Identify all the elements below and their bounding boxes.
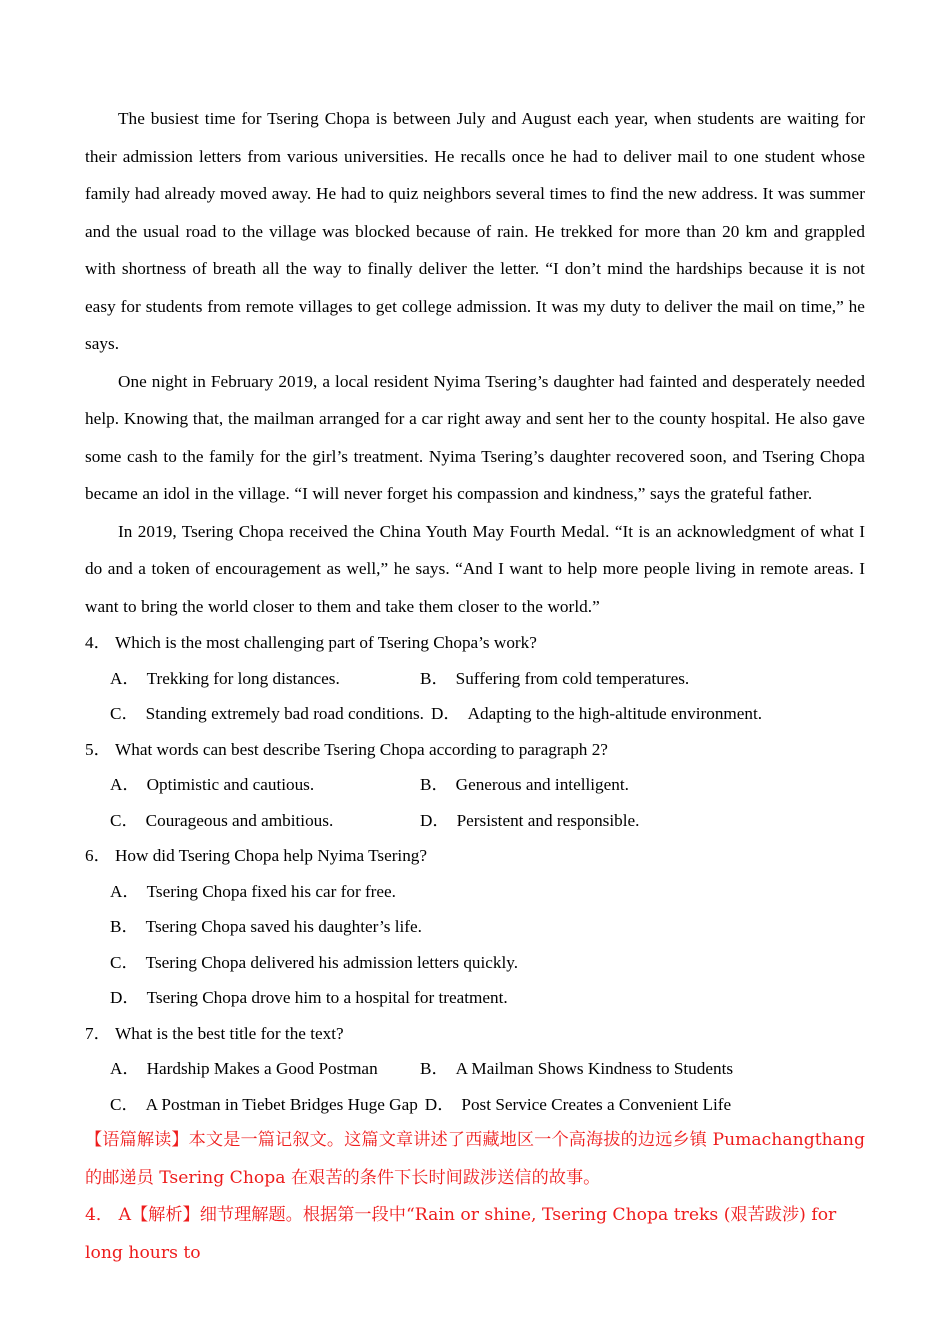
- option-text-4-a: Trekking for long distances.: [146, 668, 340, 688]
- option-text-6-b: Tsering Chopa saved his daughter’s life.: [145, 917, 422, 936]
- option-letter-4-a: A．: [110, 668, 140, 688]
- option-row-6-a: [85, 874, 865, 910]
- option-6-c[interactable]: [110, 945, 518, 981]
- option-6-a[interactable]: [110, 874, 396, 910]
- option-row-4-ab: [85, 661, 865, 697]
- question-block-4: [85, 625, 865, 732]
- option-7-d[interactable]: [425, 1087, 731, 1123]
- question-text-4: Which is the most challenging part of Tsering Chopa’s work?: [115, 633, 537, 652]
- option-text-4-d: Adapting to the high-altitude environment.: [467, 704, 763, 723]
- passage-paragraph-2: One night in February 2019, a local resident Nyima Tsering’s daughter had fainted and desperately needed help. Knowing that, the mailman arranged for a car right away and sent her to the county hospital. He also gave some cash to the family for the girl’s treatment. Nyima Tsering’s daughter recovered soon, and Tsering Chopa became an idol in the village. “I will never forget his compassion and kindness,” says the grateful father.: [85, 371, 865, 503]
- question-number-6: 6．: [85, 846, 111, 865]
- option-row-6-b: [85, 909, 865, 945]
- option-text-5-a: Optimistic and cautious.: [146, 775, 315, 794]
- question-number-7: 7．: [85, 1023, 111, 1043]
- option-letter-7-c: C．: [110, 1094, 139, 1114]
- option-4-a[interactable]: [110, 661, 420, 697]
- option-5-b[interactable]: [420, 767, 629, 803]
- passage-paragraph-3: In 2019, Tsering Chopa received the China Youth May Fourth Medal. “It is an acknowledgment of what I do and a token of encouragement as well,” he says. “And I want to help more people living in remote areas. I want to bring the world closer to them and take them closer to the world.”: [85, 521, 865, 616]
- option-6-b[interactable]: [110, 909, 422, 945]
- option-letter-4-d: D．: [430, 704, 461, 723]
- option-row-7-cd: [85, 1087, 865, 1123]
- option-text-4-b: Suffering from cold temperatures.: [455, 668, 690, 688]
- question-block-5: [85, 732, 865, 839]
- question-stem-5: [85, 732, 865, 768]
- option-letter-6-d: D．: [110, 988, 140, 1007]
- question-text-7: What is the best title for the text?: [115, 1023, 344, 1043]
- option-letter-7-d: D．: [424, 1094, 455, 1114]
- option-letter-5-a: A．: [110, 775, 140, 794]
- option-text-5-b: Generous and intelligent.: [455, 775, 629, 794]
- question-stem-6: [85, 838, 865, 874]
- option-6-d[interactable]: [110, 980, 508, 1016]
- option-5-c[interactable]: [110, 803, 420, 839]
- option-row-5-cd: [85, 803, 865, 839]
- option-letter-5-c: C．: [110, 810, 139, 830]
- question-number-5: 5．: [85, 739, 111, 759]
- option-text-5-c: Courageous and ambitious.: [145, 810, 334, 830]
- option-letter-7-a: A．: [110, 1059, 140, 1078]
- question-text-6: How did Tsering Chopa help Nyima Tsering?: [115, 846, 428, 865]
- option-letter-5-b: B．: [420, 775, 449, 794]
- option-4-b[interactable]: [420, 661, 689, 697]
- question-block-6: [85, 838, 865, 1016]
- option-row-7-ab: [85, 1051, 865, 1087]
- document-body: [85, 100, 865, 1272]
- option-text-7-c: A Postman in Tiebet Bridges Huge Gap: [145, 1094, 418, 1114]
- option-row-5-ab: [85, 767, 865, 803]
- option-5-d[interactable]: [420, 803, 639, 839]
- option-text-6-d: Tsering Chopa drove him to a hospital for treatment.: [146, 988, 508, 1007]
- option-row-6-d: [85, 980, 865, 1016]
- question-text-5: What words can best describe Tsering Chopa according to paragraph 2?: [115, 739, 608, 759]
- option-text-7-b: A Mailman Shows Kindness to Students: [455, 1059, 734, 1078]
- option-text-4-c: Standing extremely bad road conditions.: [145, 704, 424, 723]
- option-letter-7-b: B．: [420, 1059, 449, 1078]
- option-text-5-d: Persistent and responsible.: [456, 810, 640, 830]
- option-7-b[interactable]: [420, 1051, 733, 1087]
- question-stem-4: [85, 625, 865, 661]
- question-stem-7: [85, 1016, 865, 1052]
- option-4-d[interactable]: [431, 696, 762, 732]
- option-letter-6-c: C．: [110, 952, 139, 972]
- option-letter-4-c: C．: [110, 704, 139, 723]
- option-row-4-cd: [85, 696, 865, 732]
- option-text-7-a: Hardship Makes a Good Postman: [146, 1059, 378, 1078]
- passage-paragraph-1: The busiest time for Tsering Chopa is between July and August each year, when students are waiting for their admission letters from various universities. He recalls once he had to deliver mail to one student whose family had already moved away. He had to quiz neighbors several times to find the new address. It was summer and the usual road to the village was blocked because of rain. He trekked for more than 20 km and grappled with shortness of breath all the way to finally deliver the letter. “I don’t mind the hardships because it is not easy for students from remote villages to get college admission. It was my duty to deliver the mail on time,” he says.: [85, 109, 865, 353]
- question-block-7: [85, 1016, 865, 1123]
- question-number-4: 4．: [85, 633, 111, 652]
- option-row-6-c: [85, 945, 865, 981]
- option-letter-6-b: B．: [110, 917, 139, 936]
- analysis-question-4-note: 4． A【解析】细节理解题。根据第一段中“Rain or shine, Tsering Chopa treks (艰苦跋涉) for long hours to: [85, 1205, 837, 1263]
- option-7-c[interactable]: [110, 1087, 418, 1123]
- option-4-c[interactable]: [110, 696, 424, 732]
- option-text-6-c: Tsering Chopa delivered his admission letters quickly.: [145, 952, 519, 972]
- option-letter-5-d: D．: [420, 810, 450, 830]
- analysis-passage-note: 【语篇解读】本文是一篇记叙文。这篇文章讲述了西藏地区一个高海拔的边远乡镇 Pumachangthang 的邮递员 Tsering Chopa 在艰苦的条件下长时间跋涉送信的故事。: [85, 1130, 865, 1188]
- option-letter-6-a: A．: [110, 881, 140, 901]
- option-text-6-a: Tsering Chopa fixed his car for free.: [146, 881, 396, 901]
- option-letter-4-b: B．: [420, 668, 449, 688]
- option-5-a[interactable]: [110, 767, 420, 803]
- option-text-7-d: Post Service Creates a Convenient Life: [461, 1094, 732, 1114]
- option-7-a[interactable]: [110, 1051, 420, 1087]
